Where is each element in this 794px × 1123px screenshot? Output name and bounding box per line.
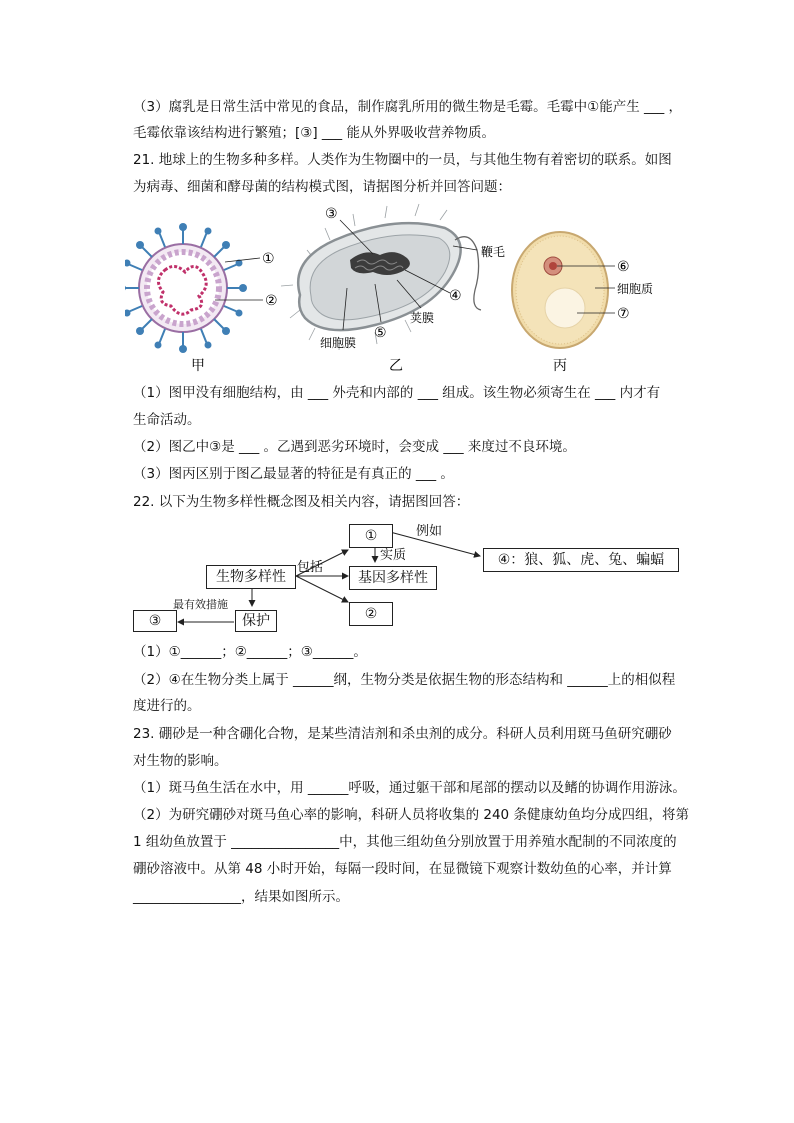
concept-box-biodiversity: 生物多样性 <box>206 565 296 589</box>
text-line: （3）腐乳是日常生活中常见的食品，制作腐乳所用的微生物是毛霉。毛霉中①能产生 ___ ， <box>133 99 683 115</box>
text-line: 1 组幼鱼放置于 ________________中，其他三组幼鱼分别放置于用养殖水配制的不同浓度的 <box>133 834 677 850</box>
question-22-stem: 22. 以下为生物多样性概念图及相关内容，请据图回答： <box>133 494 470 510</box>
virus-label-2: ② <box>265 293 278 309</box>
label-most-effective-measure: 最有效措施 <box>173 598 228 611</box>
text-line: 度进行的。 <box>133 698 201 714</box>
text-line: （2）图乙中③是 ___ 。乙遇到恶劣环境时，会变成 ___ 来度过不良环境。 <box>133 439 576 455</box>
text-line: 硼砂溶液中。从第 48 小时开始，每隔一段时间，在显微镜下观察计数幼鱼的心率，并计算 <box>133 861 672 877</box>
yeast-caption: 丙 <box>553 358 567 374</box>
virus-label-1: ① <box>262 251 275 267</box>
bacteria-label-4: ④ <box>449 288 462 304</box>
question-21-stem: 21. 地球上的生物多种多样。人类作为生物圈中的一员，与其他生物有着密切的联系。如图 <box>133 152 672 168</box>
yeast-label-7: ⑦ <box>617 306 630 322</box>
bacteria-caption: 乙 <box>389 358 403 374</box>
text-line: （1）斑马鱼生活在水中，用 ______呼吸，通过躯干部和尾部的摆动以及鳍的协调作用游泳。 <box>133 780 686 796</box>
yeast-label-6: ⑥ <box>617 259 630 275</box>
bacteria-diagram <box>281 204 505 374</box>
label-example: 例如 <box>416 524 443 539</box>
flagellum-label: 鞭毛 <box>481 245 506 259</box>
figure-21-cell-models <box>125 200 685 380</box>
label-include: 包括 <box>297 560 324 575</box>
text-line: （3）图丙区别于图乙最显著的特征是有真正的 ___ 。 <box>133 466 454 482</box>
text-line: （1）①______；②______；③______。 <box>133 644 367 660</box>
label-essence: 实质 <box>380 548 407 563</box>
concept-box-4: ④：狼、狐、虎、兔、蝙蝠 <box>483 548 679 572</box>
yeast-diagram <box>512 232 653 374</box>
concept-box-gene-diversity: 基因多样性 <box>349 566 437 590</box>
concept-box-protect: 保护 <box>235 610 277 632</box>
cytoplasm-label: 细胞质 <box>617 282 654 296</box>
virus-caption: 甲 <box>191 358 205 374</box>
text-line: 生命活动。 <box>133 412 201 428</box>
concept-box-1: ① <box>349 524 393 548</box>
text-line: ________________，结果如图所示。 <box>133 889 349 905</box>
text-line: （2）④在生物分类上属于 ______纲，生物分类是依据生物的形态结构和 ______上的相似程 <box>133 672 676 688</box>
text-line: （1）图甲没有细胞结构，由 ___ 外壳和内部的 ___ 组成。该生物必须寄生在 ___ 内才有 <box>133 385 661 401</box>
question-23-stem: 23. 硼砂是一种含硼化合物，是某些清洁剂和杀虫剂的成分。科研人员利用斑马鱼研究硼砂 <box>133 726 672 742</box>
text-line: 对生物的影响。 <box>133 753 228 769</box>
concept-box-2: ② <box>349 602 393 626</box>
cell-membrane-label: 细胞膜 <box>320 336 357 350</box>
bacteria-label-3: ③ <box>325 206 338 222</box>
virus-diagram <box>125 223 278 374</box>
bacteria-label-5: ⑤ <box>374 325 387 341</box>
text-line: 毛霉依靠该结构进行繁殖；[③] ___ 能从外界吸收营养物质。 <box>133 125 495 141</box>
capsule-label: 荚膜 <box>410 311 435 325</box>
figure-22-concept-map <box>130 518 690 636</box>
text-line: （2）为研究硼砂对斑马鱼心率的影响，科研人员将收集的 240 条健康幼鱼均分成四组，将第 <box>133 807 689 823</box>
concept-box-3: ③ <box>133 610 177 632</box>
text-line: 为病毒、细菌和酵母菌的结构模式图，请据图分析并回答问题： <box>133 179 511 195</box>
